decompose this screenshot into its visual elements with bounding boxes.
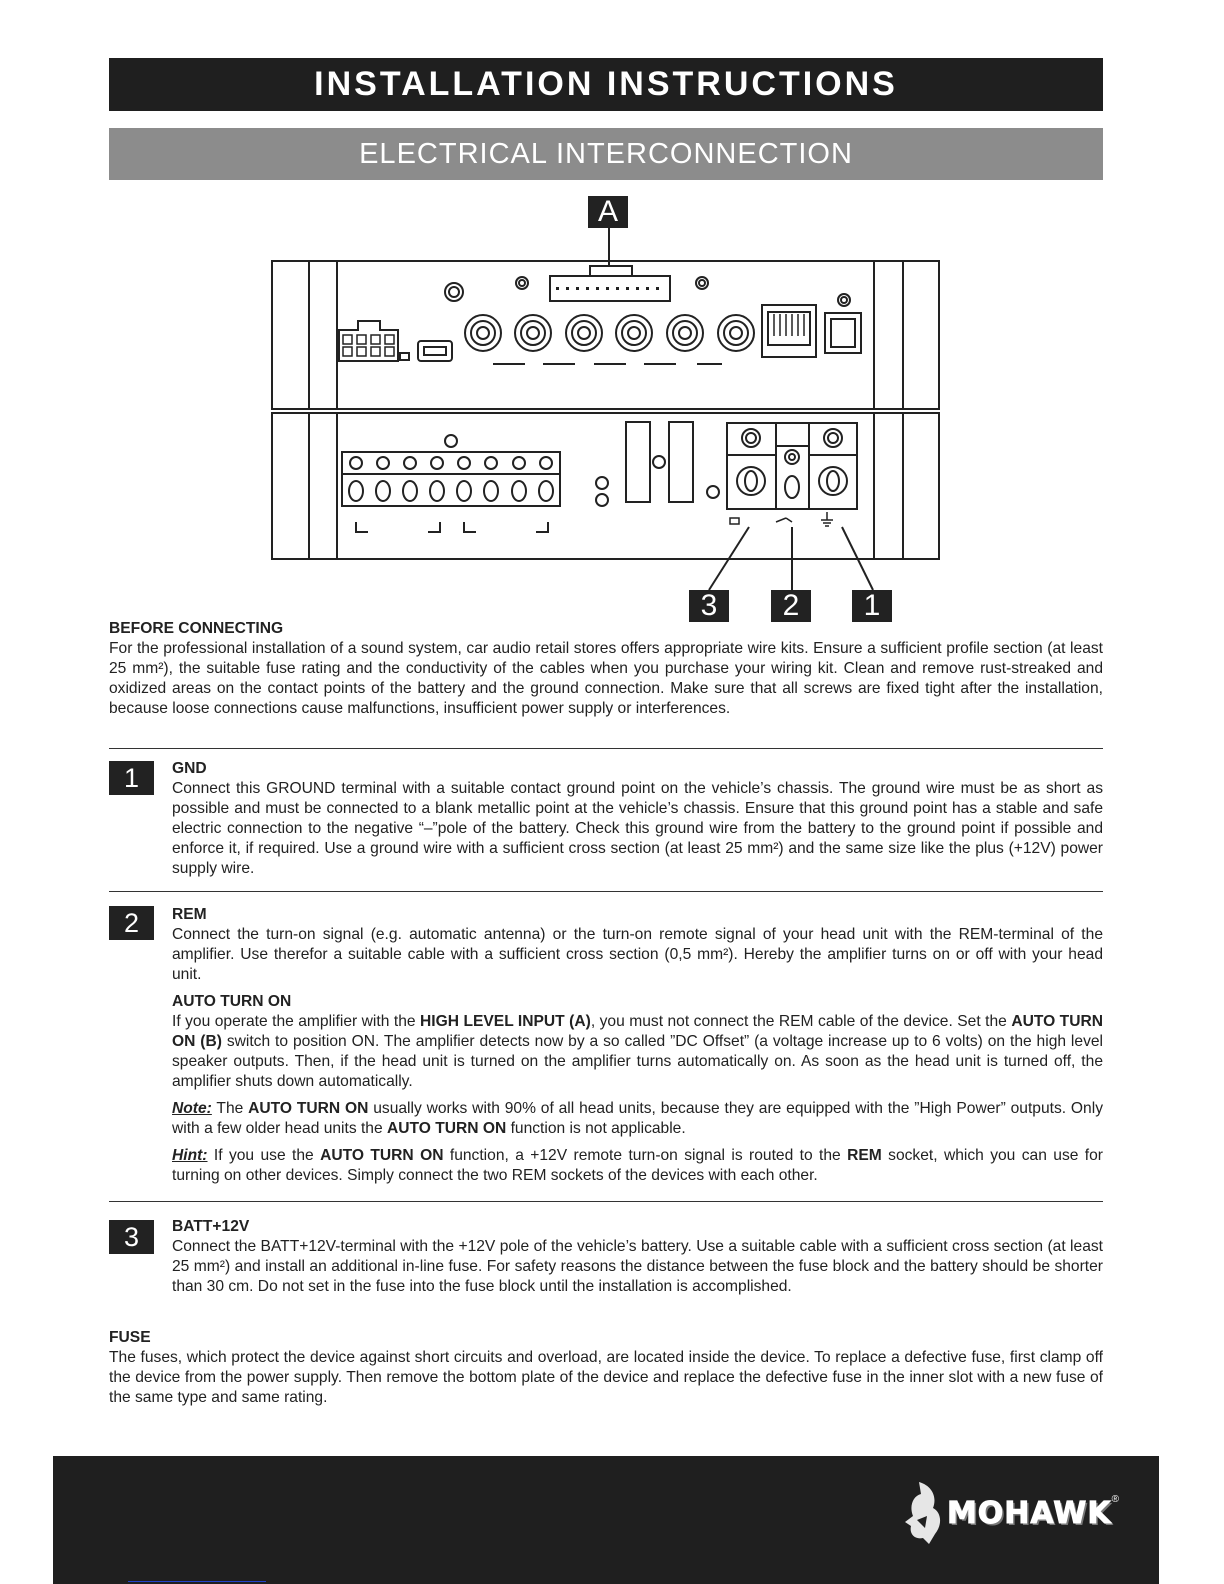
footer-link-line xyxy=(128,1581,266,1582)
rem-heading: REM xyxy=(172,906,207,923)
fuse xyxy=(626,422,650,502)
gnd-heading: GND xyxy=(172,760,207,777)
rca-jacks xyxy=(465,315,754,351)
rem-body: Connect the turn-on signal (e.g. automatic antenna) or the turn-on remote signal of your head unit with the REM-terminal of the amplifier. Use therefor a suitable cable with a sufficient cross section (0,5 mm²). Hereby the amplifier turns on or off with your head unit. xyxy=(172,926,1103,983)
divider xyxy=(109,1201,1103,1202)
before-connecting-heading: BEFORE CONNECTING xyxy=(109,620,284,637)
section-title: ELECTRICAL INTERCONNECTION xyxy=(109,128,1103,180)
trademark: ® xyxy=(1111,1494,1119,1505)
power-input-connector xyxy=(339,321,398,361)
gnd-section xyxy=(172,759,1103,879)
amplifier-panel-diagram xyxy=(0,190,1224,630)
fuse xyxy=(669,422,693,502)
brand-logo xyxy=(903,1480,1119,1546)
footer xyxy=(53,1456,1159,1584)
brand-name: MOHAWK xyxy=(946,1495,1112,1531)
callout-2: 2 xyxy=(771,590,811,622)
note-paragraph: Note: The AUTO TURN ON usually works with 90% of all head units, because they are equipped with the ”High Power” outputs. Only with a few older head units the AUTO TURN ON function is not applicable. xyxy=(172,1100,1103,1137)
page-title: INSTALLATION INSTRUCTIONS xyxy=(109,58,1103,111)
gnd-number: 1 xyxy=(109,761,154,795)
callout-1: 1 xyxy=(852,590,892,622)
rem-number: 2 xyxy=(109,906,154,940)
rem-section xyxy=(172,905,1103,1186)
batt-section xyxy=(172,1217,1103,1297)
mohawk-head-icon xyxy=(903,1480,947,1546)
auto-turn-on-body: If you operate the amplifier with the HIGH LEVEL INPUT (A), you must not connect the REM cable of the device. Set the AUTO TURN ON (B) switch to position ON. The amplifier detects now by a so called ”DC Offset” (a voltage increase up to 6 volts) on the high level speaker outputs. Then, if the head unit is turned on the amplifier turns automatically on. As soon as the head unit is turned off, the amplifier shuts down automatically. xyxy=(172,1013,1103,1090)
divider xyxy=(109,748,1103,749)
speaker-terminal-block xyxy=(342,452,560,506)
divider xyxy=(109,891,1103,892)
gnd-body: Connect this GROUND terminal with a suitable contact ground point on the vehicle’s chassis. The ground wire must be as short as possible and must be connected to a blank metallic point at the vehicle’s chassis. Ensure that this ground point has a stable and safe electric connection to the negative “–”pole of the battery. Check this ground wire from the battery to the ground point if possible and enforce it, if required. Use a ground wire with a sufficient cross section (at least 25 mm²) and the same size like the plus (+12V) power supply wire. xyxy=(172,780,1103,877)
hint-paragraph: Hint: If you use the AUTO TURN ON function, a +12V remote turn-on signal is routed to the REM socket, which you can use for turning on other devices. Simply connect the two REM sockets of the devices with each other. xyxy=(172,1147,1103,1184)
before-connecting-body: For the professional installation of a sound system, car audio retail stores offers appropriate wire kits. Ensure a sufficient profile section (at least 25 mm²), the suitable fuse rating and the conductivity of the cables when you purchase your wiring kit. Clean and remove rust-streaked and oxidized areas on the contact points of the battery and the ground connection. Make sure that all screws are fixed tight after the installation, because loose connections cause malfunctions, insufficient power supply or interferences. xyxy=(109,640,1103,717)
before-connecting-section xyxy=(109,619,1103,719)
batt-body: Connect the BATT+12V-terminal with the +12V pole of the vehicle’s battery. Use a suitable cable with a sufficient cross section (at least 25 mm²) and install an additional in-line fuse. For safety reasons the distance between the fuse block and the battery should be shorter than 30 cm. Do not set in the fuse into the fuse block until the installation is accomplished. xyxy=(172,1238,1103,1295)
batt-number: 3 xyxy=(109,1220,154,1254)
callout-a: A xyxy=(588,196,628,228)
callout-3: 3 xyxy=(689,590,729,622)
fuse-section xyxy=(109,1328,1103,1408)
auto-turn-on-heading: AUTO TURN ON xyxy=(172,993,292,1010)
callout-a-leader xyxy=(590,228,632,276)
fuse-heading: FUSE xyxy=(109,1329,151,1346)
batt-heading: BATT+12V xyxy=(172,1218,250,1235)
fuse-body: The fuses, which protect the device against short circuits and overload, are located inside the device. To replace a defective fuse, first clamp off the device from the power supply. Then remove the bottom plate of the device and replace the defective fuse in the inner slot with a new fuse of the same type and same rating. xyxy=(109,1349,1103,1406)
